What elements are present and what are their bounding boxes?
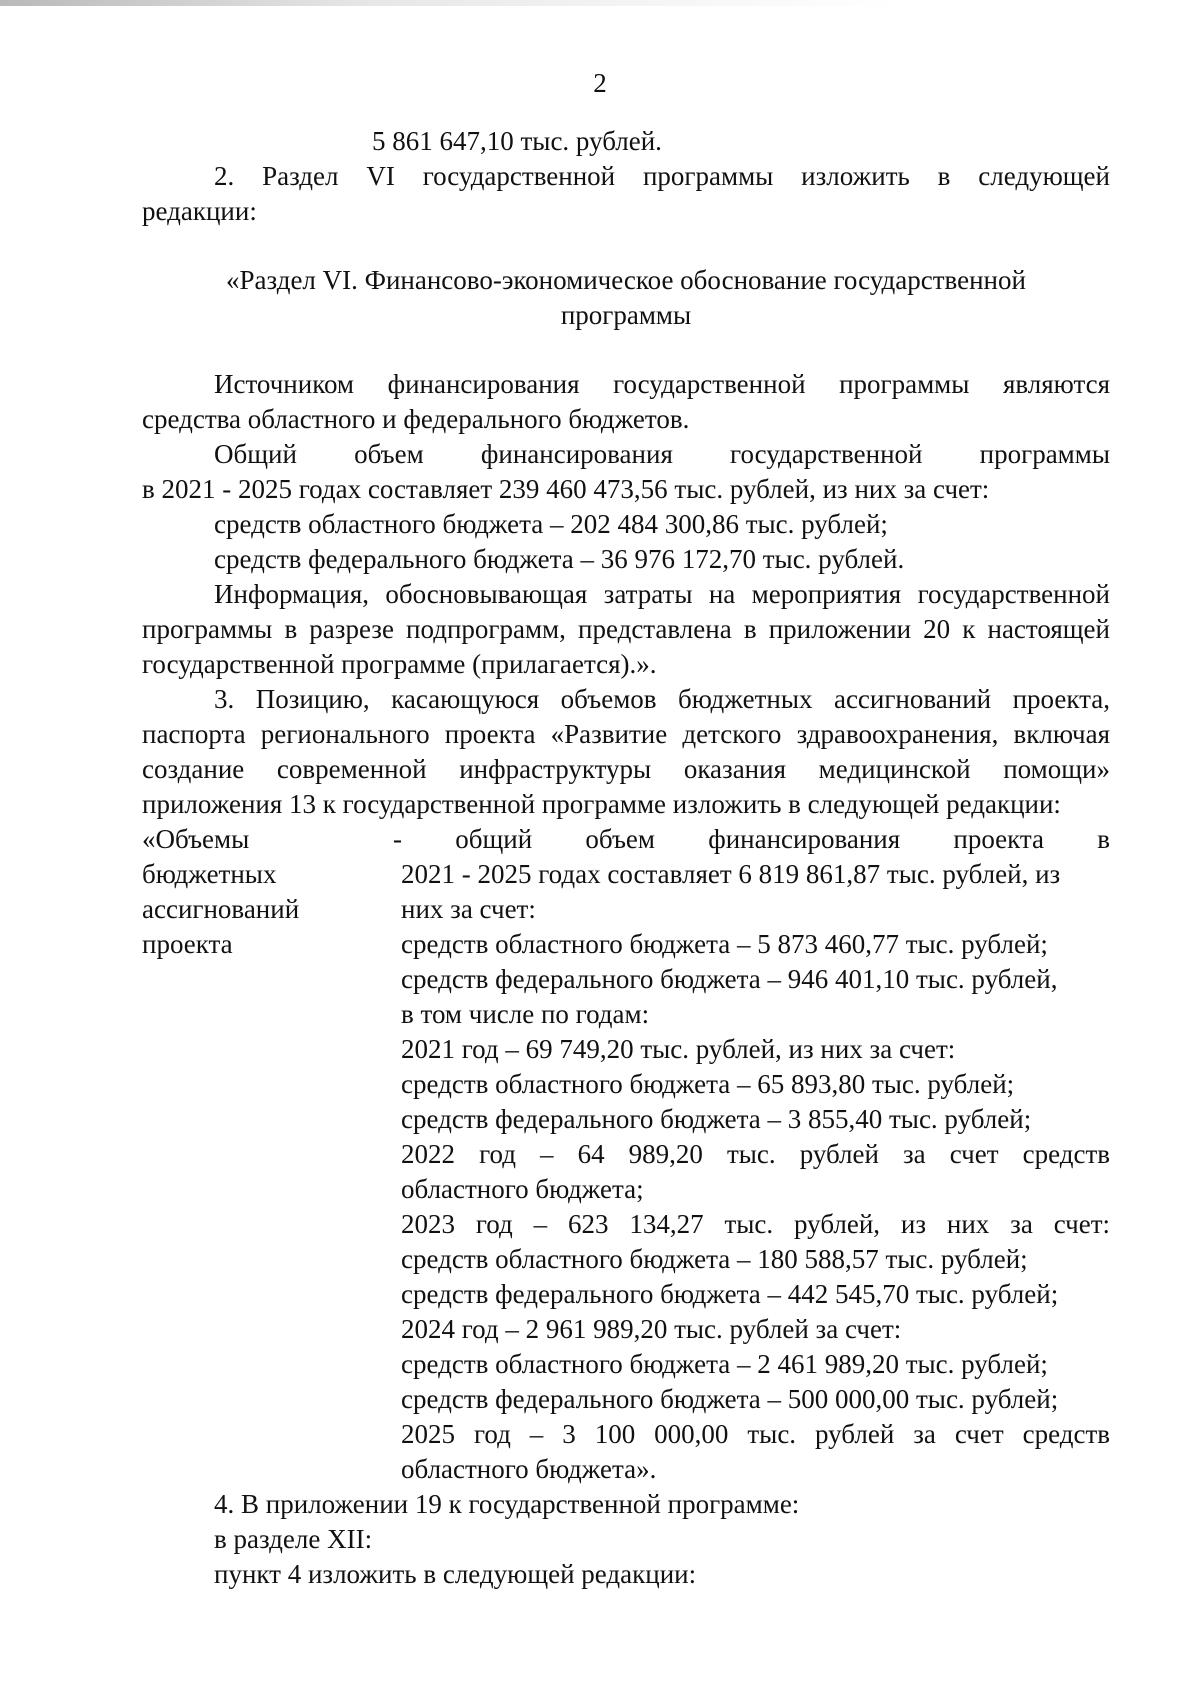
table-value-line: средств областного бюджета – 180 588,57 тыс. рублей; <box>401 1244 1028 1274</box>
paragraph-line: редакции: <box>142 196 257 226</box>
table-value-line: средств федерального бюджета – 946 401,10 тыс. рублей, <box>401 964 1058 994</box>
paragraph-line: паспорта регионального проекта «Развитие детского здравоохранения, включая <box>142 719 1110 749</box>
paragraph-line: средства областного и федерального бюджетов. <box>142 404 690 434</box>
table-value-line: средств федерального бюджета – 500 000,00 тыс. рублей; <box>401 1384 1059 1414</box>
table-label: бюджетных <box>142 859 277 889</box>
section-heading: «Раздел VI. Финансово-экономическое обоснование государственной <box>226 265 1026 295</box>
paragraph-line: средств областного бюджета – 202 484 300,86 тыс. рублей; <box>214 509 888 539</box>
table-value-line: областного бюджета; <box>401 1174 644 1204</box>
table-value-line: средств областного бюджета – 2 461 989,20 тыс. рублей; <box>401 1349 1048 1379</box>
paragraph-line: 2. Раздел VI государственной программы изложить в следующей <box>214 161 1110 191</box>
table-value-line: областного бюджета». <box>401 1454 657 1484</box>
table-value-line: 2021 год – 69 749,20 тыс. рублей, из них за счет: <box>401 1034 956 1064</box>
table-value-line: в том числе по годам: <box>401 999 650 1029</box>
paragraph-line: средств федерального бюджета – 36 976 172,70 тыс. рублей. <box>214 544 905 574</box>
table-value-line: средств федерального бюджета – 3 855,40 тыс. рублей; <box>401 1104 1032 1134</box>
paragraph-line: 3. Позицию, касающуюся объемов бюджетных ассигнований проекта, <box>214 684 1110 714</box>
table-value-line: 2023 год – 623 134,27 тыс. рублей, из них за счет: <box>401 1209 1110 1239</box>
scan-edge <box>0 0 900 6</box>
table-value-line: 2025 год – 3 100 000,00 тыс. рублей за счет средств <box>401 1419 1110 1449</box>
paragraph-line: приложения 13 к государственной программе изложить в следующей редакции: <box>142 789 1061 819</box>
paragraph-line: Общий объем финансирования государственной программы <box>214 439 1110 469</box>
table-value-line: средств областного бюджета – 5 873 460,77 тыс. рублей; <box>401 929 1048 959</box>
paragraph-line: в 2021 - 2025 годах составляет 239 460 473,56 тыс. рублей, из них за счет: <box>142 474 990 504</box>
table-value-line: - общий объем финансирования проекта в <box>393 824 1110 854</box>
table-label: проекта <box>142 929 233 959</box>
table-value-line: 2024 год – 2 961 989,20 тыс. рублей за счет: <box>401 1314 902 1344</box>
paragraph-line: создание современной инфраструктуры оказания медицинской помощи» <box>142 754 1110 784</box>
paragraph-line: 4. В приложении 19 к государственной программе: <box>214 1489 800 1519</box>
table-value-line: 2022 год – 64 989,20 тыс. рублей за счет средств <box>401 1139 1110 1169</box>
table-value-line: средств федерального бюджета – 442 545,70 тыс. рублей; <box>401 1279 1059 1309</box>
table-label: «Объемы <box>142 824 250 854</box>
paragraph-line: Информация, обосновывающая затраты на мероприятия государственной <box>214 579 1110 609</box>
table-right-column <box>393 822 1110 1487</box>
document-body <box>142 124 1110 1592</box>
amount-line: 5 861 647,10 тыс. рублей. <box>372 126 662 156</box>
paragraph-line: государственной программе (прилагается).». <box>142 649 657 679</box>
paragraph-line: в разделе XII: <box>214 1524 373 1554</box>
section-heading: программы <box>560 300 692 330</box>
table-value-line: 2021 - 2025 годах составляет 6 819 861,87 тыс. рублей, из <box>401 859 1061 889</box>
paragraph-line: пункт 4 изложить в следующей редакции: <box>214 1559 697 1589</box>
table-left-column <box>142 822 393 1487</box>
page-number: 2 <box>593 68 607 98</box>
budget-table <box>142 822 1110 1487</box>
table-value-line: них за счет: <box>401 894 536 924</box>
table-label: ассигнований <box>142 894 300 924</box>
paragraph-line: Источником финансирования государственной программы являются <box>214 369 1110 399</box>
table-value-line: средств областного бюджета – 65 893,80 тыс. рублей; <box>401 1069 1015 1099</box>
paragraph-line: программы в разрезе подпрограмм, представлена в приложении 20 к настоящей <box>142 614 1110 644</box>
